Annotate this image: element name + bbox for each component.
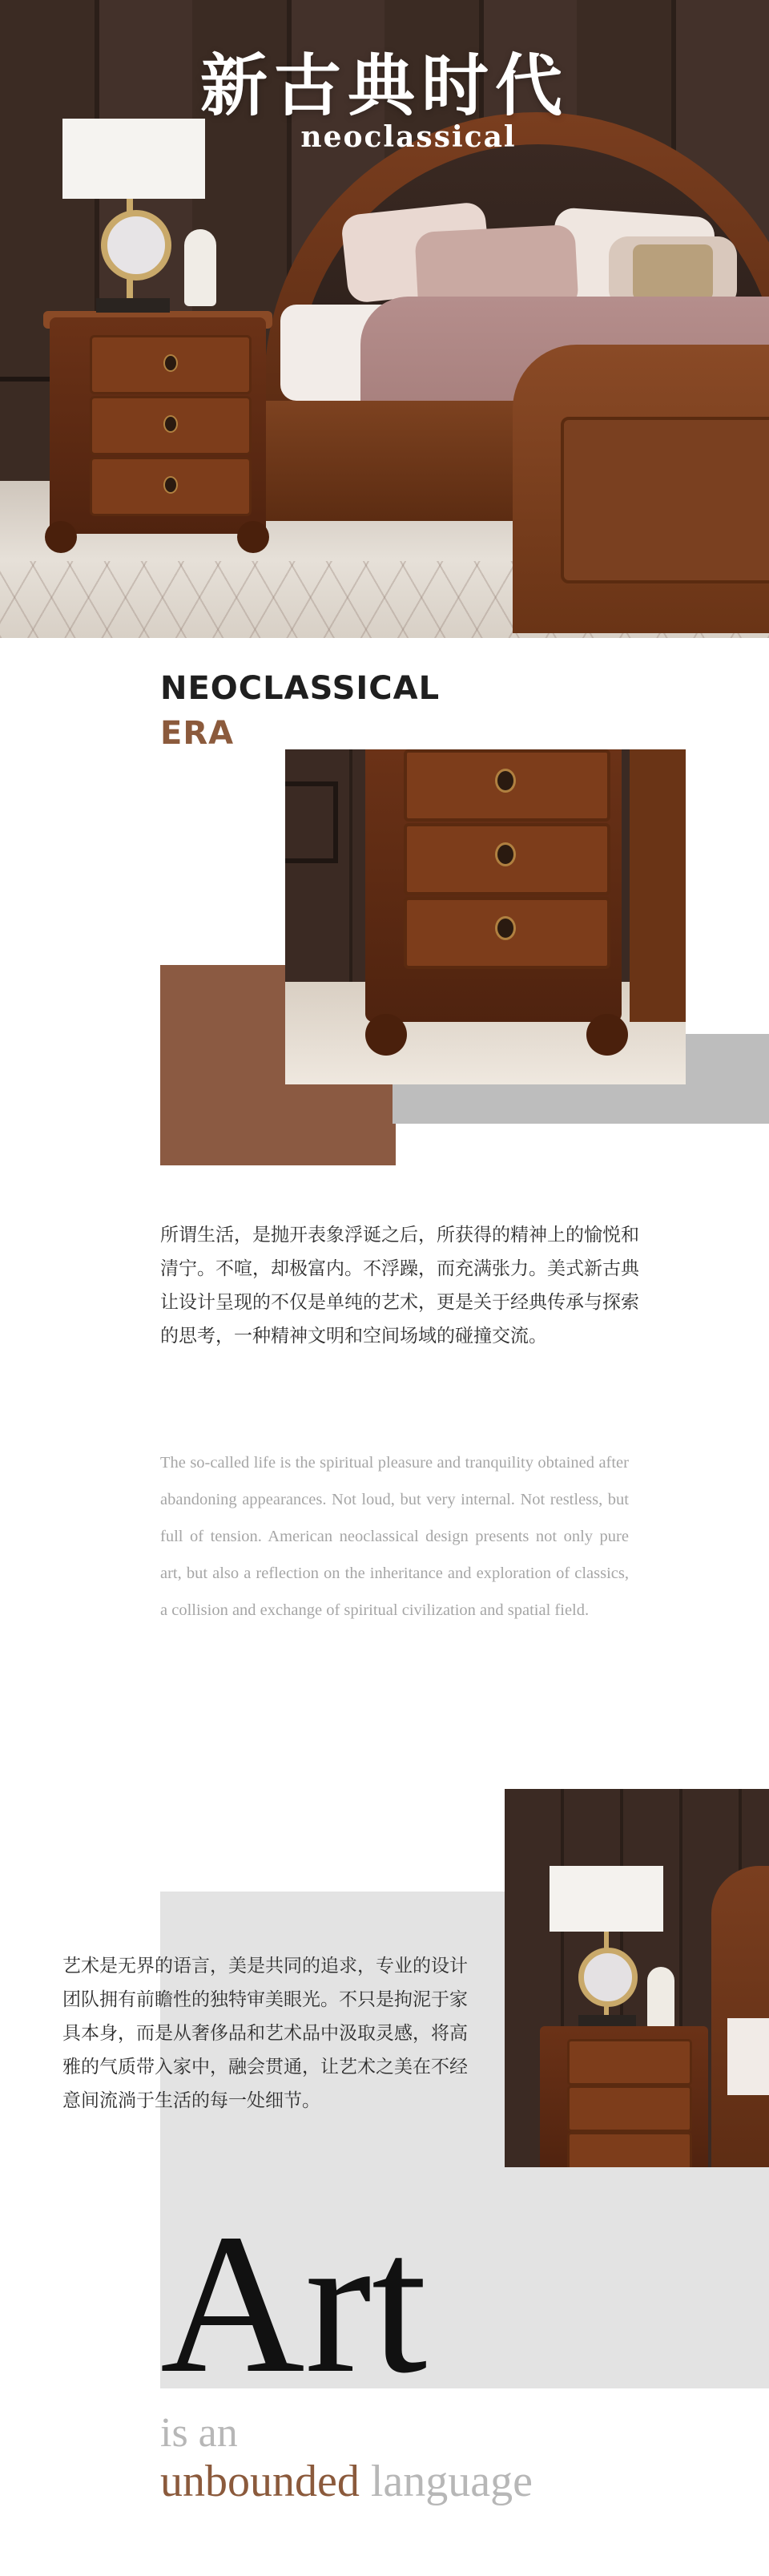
lamp-ring [578,1948,638,2007]
hero-subtitle: neoclassical [300,120,517,154]
cushion [633,244,713,301]
nightstand-foot [45,521,77,553]
wall-fret-ornament [285,781,338,863]
statue-figurine [647,1967,674,2029]
bed-side-rail [264,401,521,521]
intro-paragraph-en: The so-called life is the spiritual pleasure and tranquility obtained after abandoning appearances. Not loud, but very internal. Not restless, but full of tension. American neoclassical design presents not only pure art, but also a reflection on the inheritance and exploration of classics, a collision and exchange of spiritual civilization and spatial field. [160,1454,629,1619]
hero-banner [0,0,769,638]
drawer-knob-icon [495,769,516,793]
section-title-line1: NEOCLASSICAL [160,670,441,707]
tagline-unbounded: unbounded [160,2457,360,2506]
lamp-base [578,2015,636,2026]
footboard-panel [561,417,769,583]
drawer-knob-icon [495,916,516,940]
lamp-base [96,298,170,313]
lamp-ring [101,210,171,281]
nightstand-drawer [567,2132,692,2167]
nightstand-photo [285,749,686,1084]
tagline-line1: is an [160,2410,238,2456]
art-paragraph-cn: 艺术是无界的语言，美是共同的追求，专业的设计团队拥有前瞻性的独特审美眼光。不只是拘泥于家具本身，而是从奢侈品和艺术品中汲取灵感，将高雅的气质带入家中，融会贯通，让艺术之美在不经意间流淌于生活的每一处细节。 [62,1956,468,2111]
drawer-knob-icon [495,842,516,866]
nightstand-drawer [567,2039,692,2085]
statue-figurine [184,229,216,306]
bed-headboard [711,1866,769,2167]
hero-title: 新古典时代 [199,46,569,125]
drawer-knob-icon [163,476,178,494]
bed-mattress [727,2018,769,2095]
bed-side-edge [630,749,686,1022]
tagline-language: language [370,2457,533,2506]
nightstand-drawer [567,2085,692,2132]
lamp-shade [550,1866,663,1932]
drawer-knob-icon [163,415,178,433]
tagline-line2 [160,2456,533,2507]
drawer-knob-icon [163,354,178,372]
section-title-line2: ERA [160,715,235,752]
nightstand-foot [586,1014,628,1056]
intro-paragraph-cn: 所谓生活，是抛开表象浮诞之后，所获得的精神上的愉悦和清宁。不喧，却极富内。不浮躁，而充满张力。美式新古典让设计呈现的不仅是单纯的艺术，更是关于经典传承与探索的思考，一种精神文明和空间场域的碰撞交流。 [160,1225,639,1347]
nightstand-foot [237,521,269,553]
lamp-nightstand-photo [505,1789,769,2167]
nightstand-foot [365,1014,407,1056]
art-headline: Art [160,2193,428,2415]
